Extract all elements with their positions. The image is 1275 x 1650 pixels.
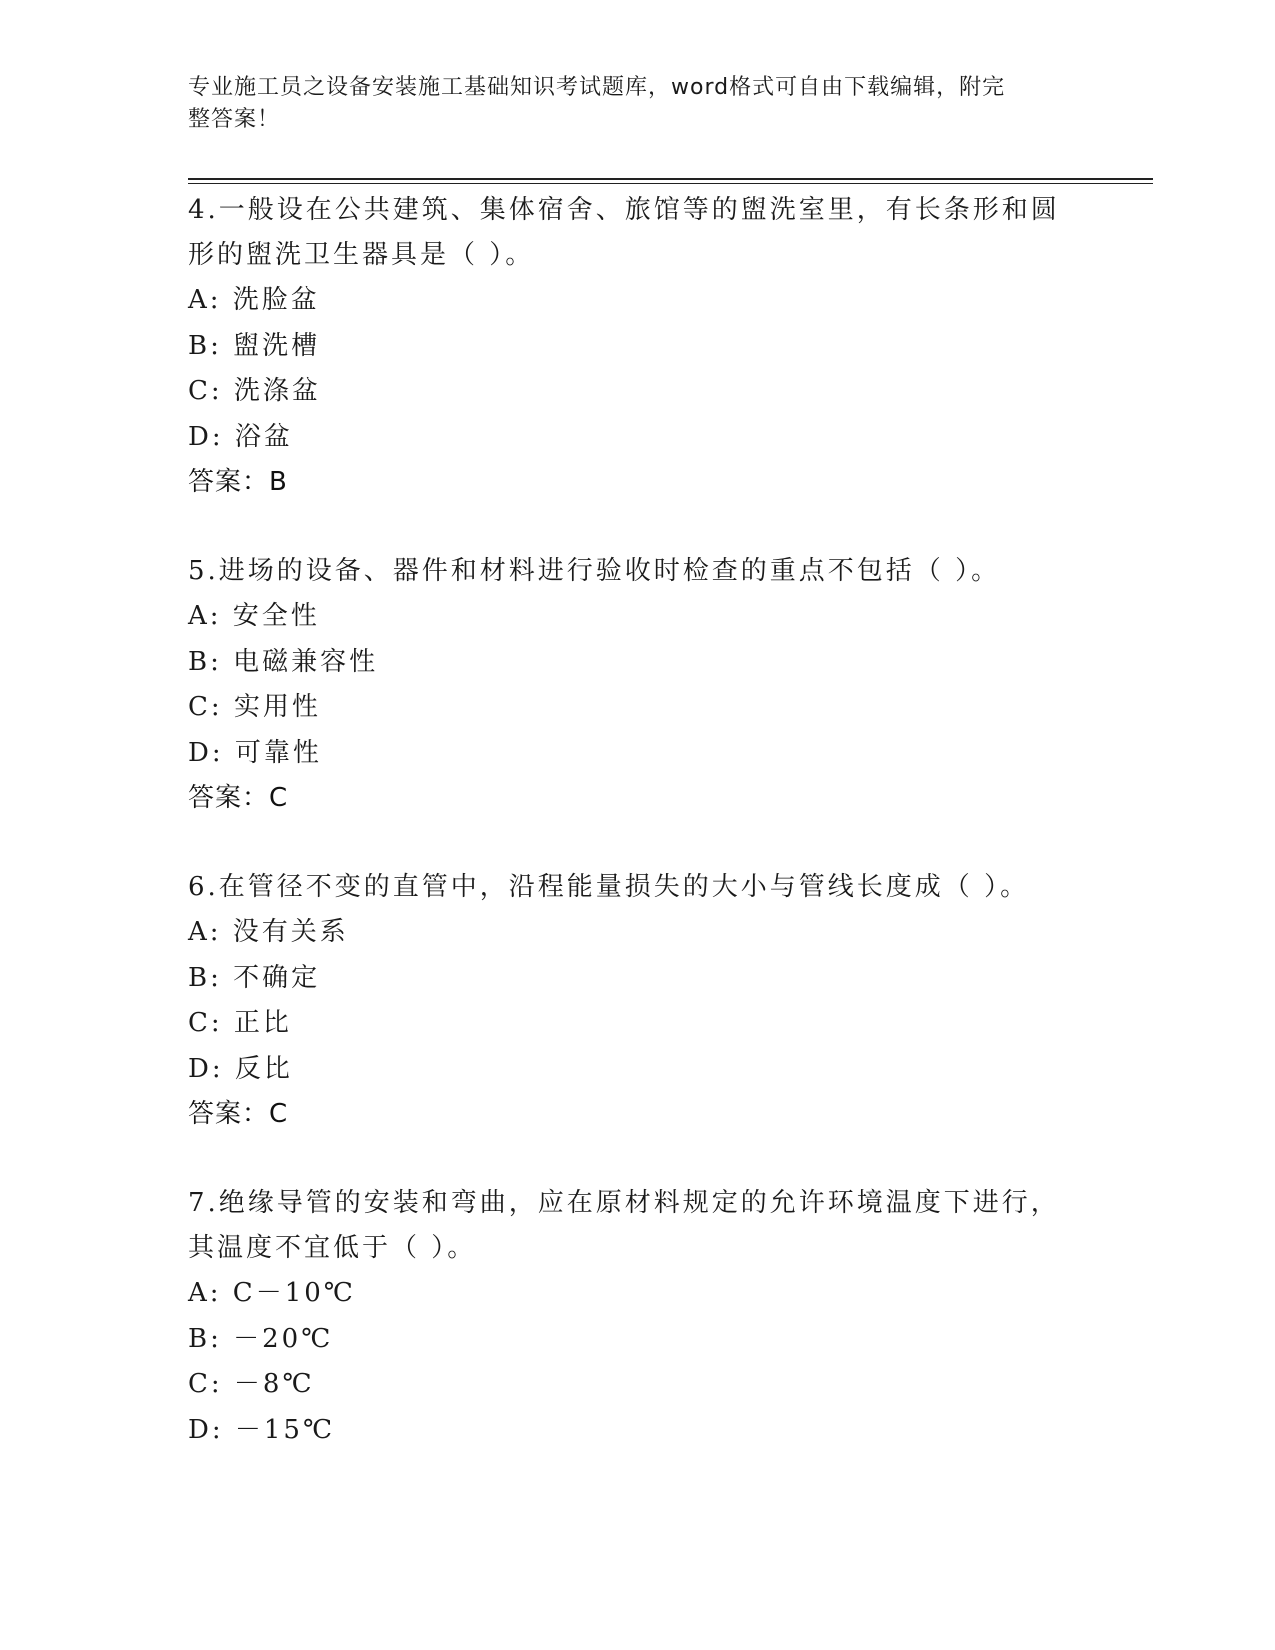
header-line-2: 整答案！: [188, 107, 281, 132]
document-header: [188, 72, 1068, 136]
option-b: B: 盥洗槽: [188, 330, 321, 361]
question-stem-line: 6.在管径不变的直管中，沿程能量损失的大小与管线长度成（ ）。: [188, 872, 1030, 902]
header-divider-thick: [188, 178, 1153, 180]
option-b: B: －20℃: [188, 1323, 334, 1354]
option-c: C: 实用性: [188, 692, 321, 722]
option-d: D: －15℃: [188, 1414, 336, 1445]
question-7: [188, 1181, 1088, 1453]
option-a: A: 没有关系: [188, 917, 349, 947]
option-a: A: 安全性: [188, 601, 320, 631]
option-a: A: C－10℃: [188, 1278, 356, 1308]
option-b: B: 电磁兼容性: [188, 646, 379, 677]
spacer: [188, 505, 1088, 549]
header-line-1: 专业施工员之设备安装施工基础知识考试题库，word格式可自由下载编辑，附完: [188, 75, 1006, 100]
header-divider-thin: [188, 183, 1153, 184]
option-a: A: 洗脸盆: [188, 285, 320, 315]
spacer: [188, 821, 1088, 865]
question-6: [188, 865, 1088, 1137]
option-d: D: 反比: [188, 1053, 293, 1084]
question-stem-line: 4.一般设在公共建筑、集体宿舍、旅馆等的盥洗室里，有长条形和圆: [188, 195, 1060, 225]
answer: 答案：B: [188, 467, 288, 497]
question-4: [188, 188, 1088, 505]
option-d: D: 可靠性: [188, 737, 322, 768]
option-b: B: 不确定: [188, 962, 321, 993]
answer: 答案：C: [188, 783, 289, 813]
option-c: C: －8℃: [188, 1369, 315, 1399]
option-c: C: 正比: [188, 1008, 292, 1038]
option-d: D: 浴盆: [188, 421, 293, 452]
question-5: [188, 549, 1088, 821]
question-stem-line: 其温度不宜低于（ ）。: [188, 1233, 477, 1263]
question-stem-line: 形的盥洗卫生器具是（ ）。: [188, 240, 535, 270]
option-c: C: 洗涤盆: [188, 376, 321, 406]
question-stem-line: 7.绝缘导管的安装和弯曲，应在原材料规定的允许环境温度下进行，: [188, 1188, 1060, 1218]
question-stem-line: 5.进场的设备、器件和材料进行验收时检查的重点不包括（ ）。: [188, 556, 1001, 586]
question-list: [188, 188, 1088, 1453]
spacer: [188, 1137, 1088, 1181]
answer: 答案：C: [188, 1099, 289, 1129]
